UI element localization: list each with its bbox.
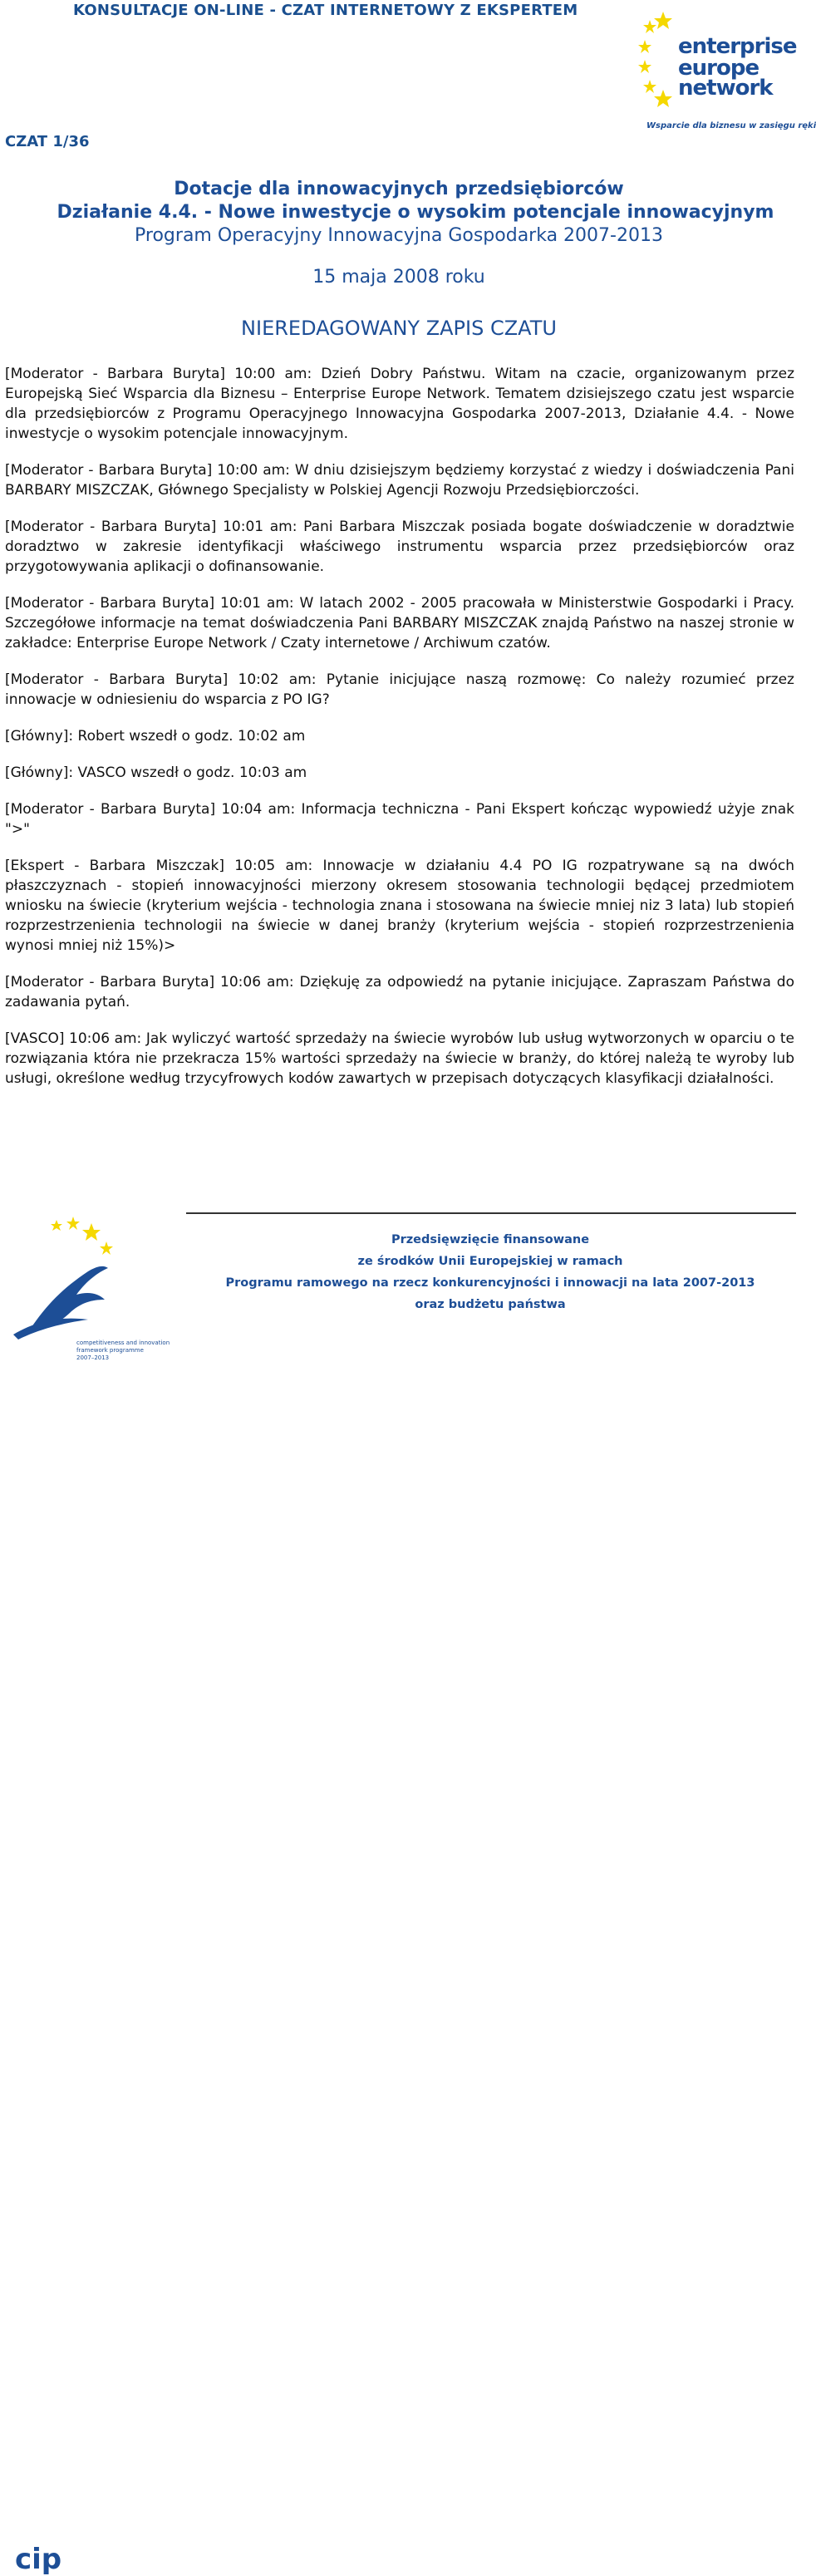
chat-message: [Moderator - Barbara Buryta] 10:00 am: W dniu dzisiejszym będziemy korzystać z wiedzy i doświadczenia Pani BARBARY MISZCZAK, Głównego Specjalisty w Polskiej Agencji Rozwoju Przedsiębiorczości. (5, 462, 794, 499)
footer-funding-note (183, 1229, 798, 1315)
document-subtitle: NIEREDAGOWANY ZAPIS CZATU (241, 317, 557, 340)
cip-logo (5, 1213, 170, 2576)
een-logo-word-europe: europe (678, 56, 759, 81)
cip-logo-text: cip (15, 2543, 62, 2576)
footer-line: oraz budżetu państwa (415, 1298, 566, 1311)
document-date: 15 maja 2008 roku (312, 267, 485, 288)
chat-transcript (5, 364, 794, 1105)
cip-logo-subtext: competitiveness and innovation (76, 1340, 170, 1346)
chat-number: CZAT 1/36 (5, 133, 90, 150)
cip-logo-subtext: framework programme (76, 1347, 144, 1354)
document-title: Dotacje dla innowacyjnych przedsiębiorców (174, 179, 624, 199)
chat-message: [Moderator - Barbara Buryta] 10:06 am: Dziękuję za odpowiedź na pytanie inicjujące. Zapraszam Państwa do zadawania pytań. (5, 974, 794, 1010)
chat-message: [Główny]: VASCO wszedł o godz. 10:03 am (5, 764, 307, 781)
chat-message: [Moderator - Barbara Buryta] 10:04 am: Informacja techniczna - Pani Ekspert kończąc wypowiedź użyje znak ">" (5, 801, 794, 838)
chat-message: [Moderator - Barbara Buryta] 10:00 am: Dzień Dobry Państwu. Witam na czacie, organizowanym przez Europejską Sieć Wsparcia dla Biznesu – Enterprise Europe Network. Tematem dzisiejszego czatu jest wsparcie dla przedsiębiorców z Programu Operacyjnego Innowacyjna Gospodarka 2007-2013, Działanie 4.4. - Nowe inwestycje o wysokim potencjale innowacyjnym. (5, 366, 794, 442)
footer-line: Programu ramowego na rzecz konkurencyjności i innowacji na lata 2007-2013 (225, 1276, 755, 1290)
enterprise-europe-network-logo (638, 0, 816, 141)
cip-logo-subtext: 2007–2013 (76, 1354, 110, 1361)
chat-message: [Moderator - Barbara Buryta] 10:02 am: Pytanie inicjujące naszą rozmowę: Co należy rozumieć przez innowacje w odniesieniu do wsparcia z PO IG? (5, 671, 794, 708)
document-title-measure: Działanie 4.4. - Nowe inwestycje o wysokim potencjale innowacyjnym (57, 202, 774, 223)
document-title-programme: Program Operacyjny Innowacyjna Gospodarka 2007-2013 (135, 225, 663, 246)
chat-message: [Moderator - Barbara Buryta] 10:01 am: W latach 2002 - 2005 pracowała w Ministerstwie Gospodarki i Pracy. Szczegółowe informacje na temat doświadczenia Pani BARBARY MISZCZAK znajdą Państwo na naszej stronie w zakładce: Enterprise Europe Network / Czaty internetowe / Archiwum czatów. (5, 595, 794, 651)
chat-message: [Ekspert - Barbara Miszczak] 10:05 am: Innowacje w działaniu 4.4 PO IG rozpatrywane są na dwóch płaszczyznach - stopień innowacyjności mierzony okresem stosowania technologii będącej przedmiotem wniosku na świecie (kryterium wejścia - technologia znana i stosowana na świecie mniej niz 3 lata) lub stopień rozprzestrzenienia technologii na świecie w danej branży (kryterium wejścia - stopień rozprzestrzenienia wynosi mniej niż 15%)> (5, 858, 794, 954)
een-logo-tagline: Wsparcie dla biznesu w zasięgu ręki (646, 121, 816, 130)
chat-message: [VASCO] 10:06 am: Jak wyliczyć wartość sprzedaży na świecie wyrobów lub usług wytworzonych w oparciu o te rozwiązania która nie przekracza 15% wartości sprzedaży na świecie w branży, do której należą te wyroby lub usługi, określone według trzycyfrowych kodów zawartych w przepisach dotyczących klasyfikacji działalności. (5, 1030, 794, 1087)
footer-line: ze środków Unii Europejskiej w ramach (357, 1255, 623, 1268)
document-header-title: KONSULTACJE ON-LINE - CZAT INTERNETOWY Z EKSPERTEM (73, 2, 578, 19)
footer-divider (186, 1212, 796, 1214)
chat-message: [Główny]: Robert wszedł o godz. 10:02 am (5, 728, 306, 745)
een-logo-word-enterprise: enterprise (678, 34, 797, 59)
een-logo-word-network: network (678, 76, 773, 101)
chat-message: [Moderator - Barbara Buryta] 10:01 am: Pani Barbara Miszczak posiada bogate doświadczenie w doradztwie doradztwo w zakresie identyfikacji właściwego instrumentu wsparcia przez przedsiębiorców oraz przygotowywania aplikacji o dofinansowanie. (5, 519, 794, 575)
footer-line: Przedsięwzięcie finansowane (391, 1233, 590, 1246)
